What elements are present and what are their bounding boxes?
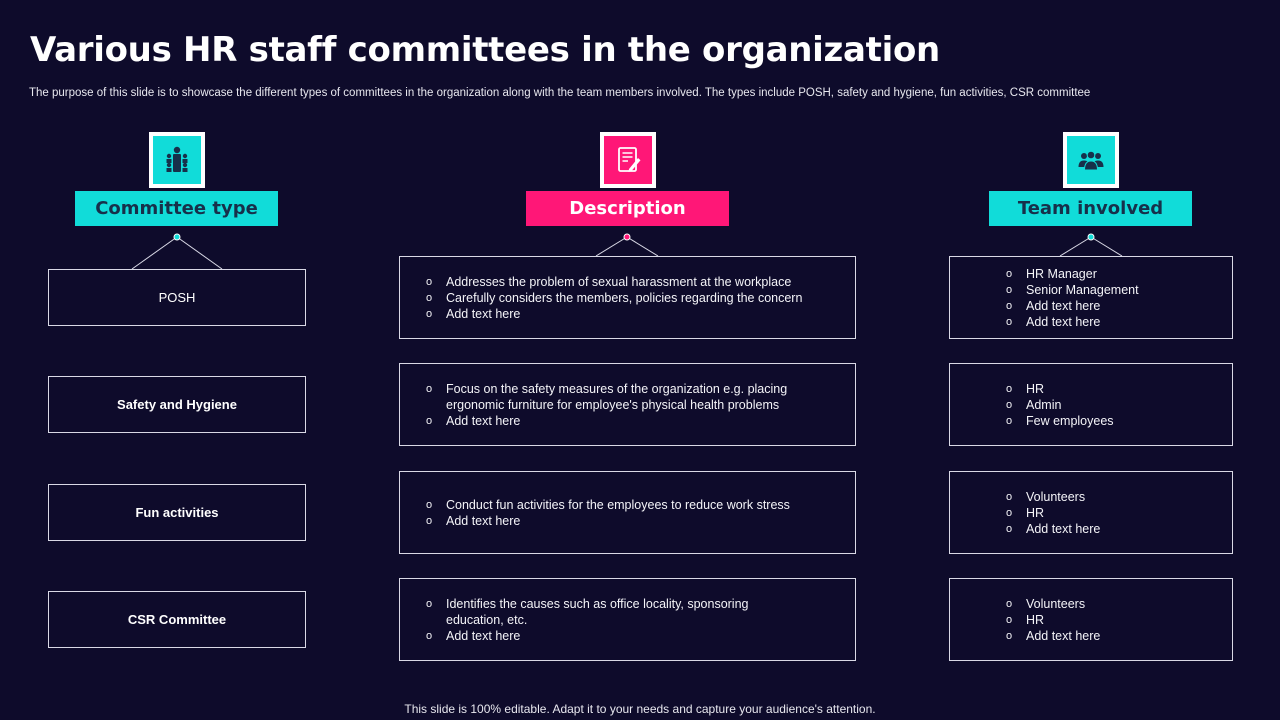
bullet-item: o Identifies the causes such as office locality, sponsoring education, etc.	[426, 596, 749, 627]
committee-name: Safety and Hygiene	[117, 397, 237, 412]
bullet-item: o Add text here	[1006, 521, 1101, 536]
committee-name: Fun activities	[135, 505, 219, 520]
committee-type-cell	[48, 484, 306, 541]
bullet-item: o Focus on the safety measures of the organization e.g. placing ergonomic furniture for employee's physical health problems	[426, 381, 788, 412]
committee-type-cell	[48, 269, 306, 326]
bullet-item: o Add text here	[426, 628, 521, 643]
bullet-item: o Add text here	[1006, 298, 1101, 313]
bullet-item: o Conduct fun activities for the employees to reduce work stress	[426, 497, 790, 512]
team-cell	[949, 578, 1233, 661]
bullet-item: o HR Manager	[1006, 266, 1097, 281]
slide-footer: This slide is 100% editable. Adapt it to your needs and capture your audience's attention.	[404, 702, 876, 716]
bullet-item: o Add text here	[1006, 314, 1101, 329]
team-involved-connector	[1060, 234, 1122, 256]
team-involved-header: Team involved	[989, 191, 1192, 226]
committee-type-cell	[48, 376, 306, 433]
bullet-item: o HR	[1006, 381, 1045, 396]
slide-title: Various HR staff committees in the organization	[30, 30, 940, 70]
description-header: Description	[526, 191, 729, 226]
committee-type-cell	[48, 591, 306, 648]
team-cell	[949, 471, 1233, 554]
bullet-item: o Few employees	[1006, 413, 1114, 428]
description-cell	[399, 256, 856, 339]
bullet-item: o Senior Management	[1006, 282, 1139, 297]
team-cell	[949, 256, 1233, 339]
committee-name: CSR Committee	[127, 612, 227, 627]
bullet-item: o HR	[1006, 612, 1045, 627]
bullet-item: o Addresses the problem of sexual harassment at the workplace	[426, 274, 792, 289]
bullet-item: o HR	[1006, 505, 1045, 520]
committee-name: POSH	[158, 290, 196, 305]
committee-type-header: Committee type	[75, 191, 278, 226]
description-connector	[596, 234, 658, 256]
bullet-item: o Volunteers	[1006, 489, 1086, 504]
description-cell	[399, 578, 856, 661]
team-cell	[949, 363, 1233, 446]
bullet-item: o Volunteers	[1006, 596, 1086, 611]
bullet-item: o Carefully considers the members, policies regarding the concern	[426, 290, 803, 305]
bullet-item: o Add text here	[426, 306, 521, 321]
slide-subtitle: The purpose of this slide is to showcase the different types of committees in the organization along with the team members involved. The types include POSH, safety and hygiene, fun activities, CSR committee	[29, 87, 1091, 99]
bullet-item: o Add text here	[1006, 628, 1101, 643]
bullet-item: o Add text here	[426, 413, 521, 428]
description-cell	[399, 363, 856, 446]
description-cell	[399, 471, 856, 554]
bullet-item: o Admin	[1006, 397, 1062, 412]
committee-type-connector	[132, 234, 222, 269]
bullet-item: o Add text here	[426, 513, 521, 528]
